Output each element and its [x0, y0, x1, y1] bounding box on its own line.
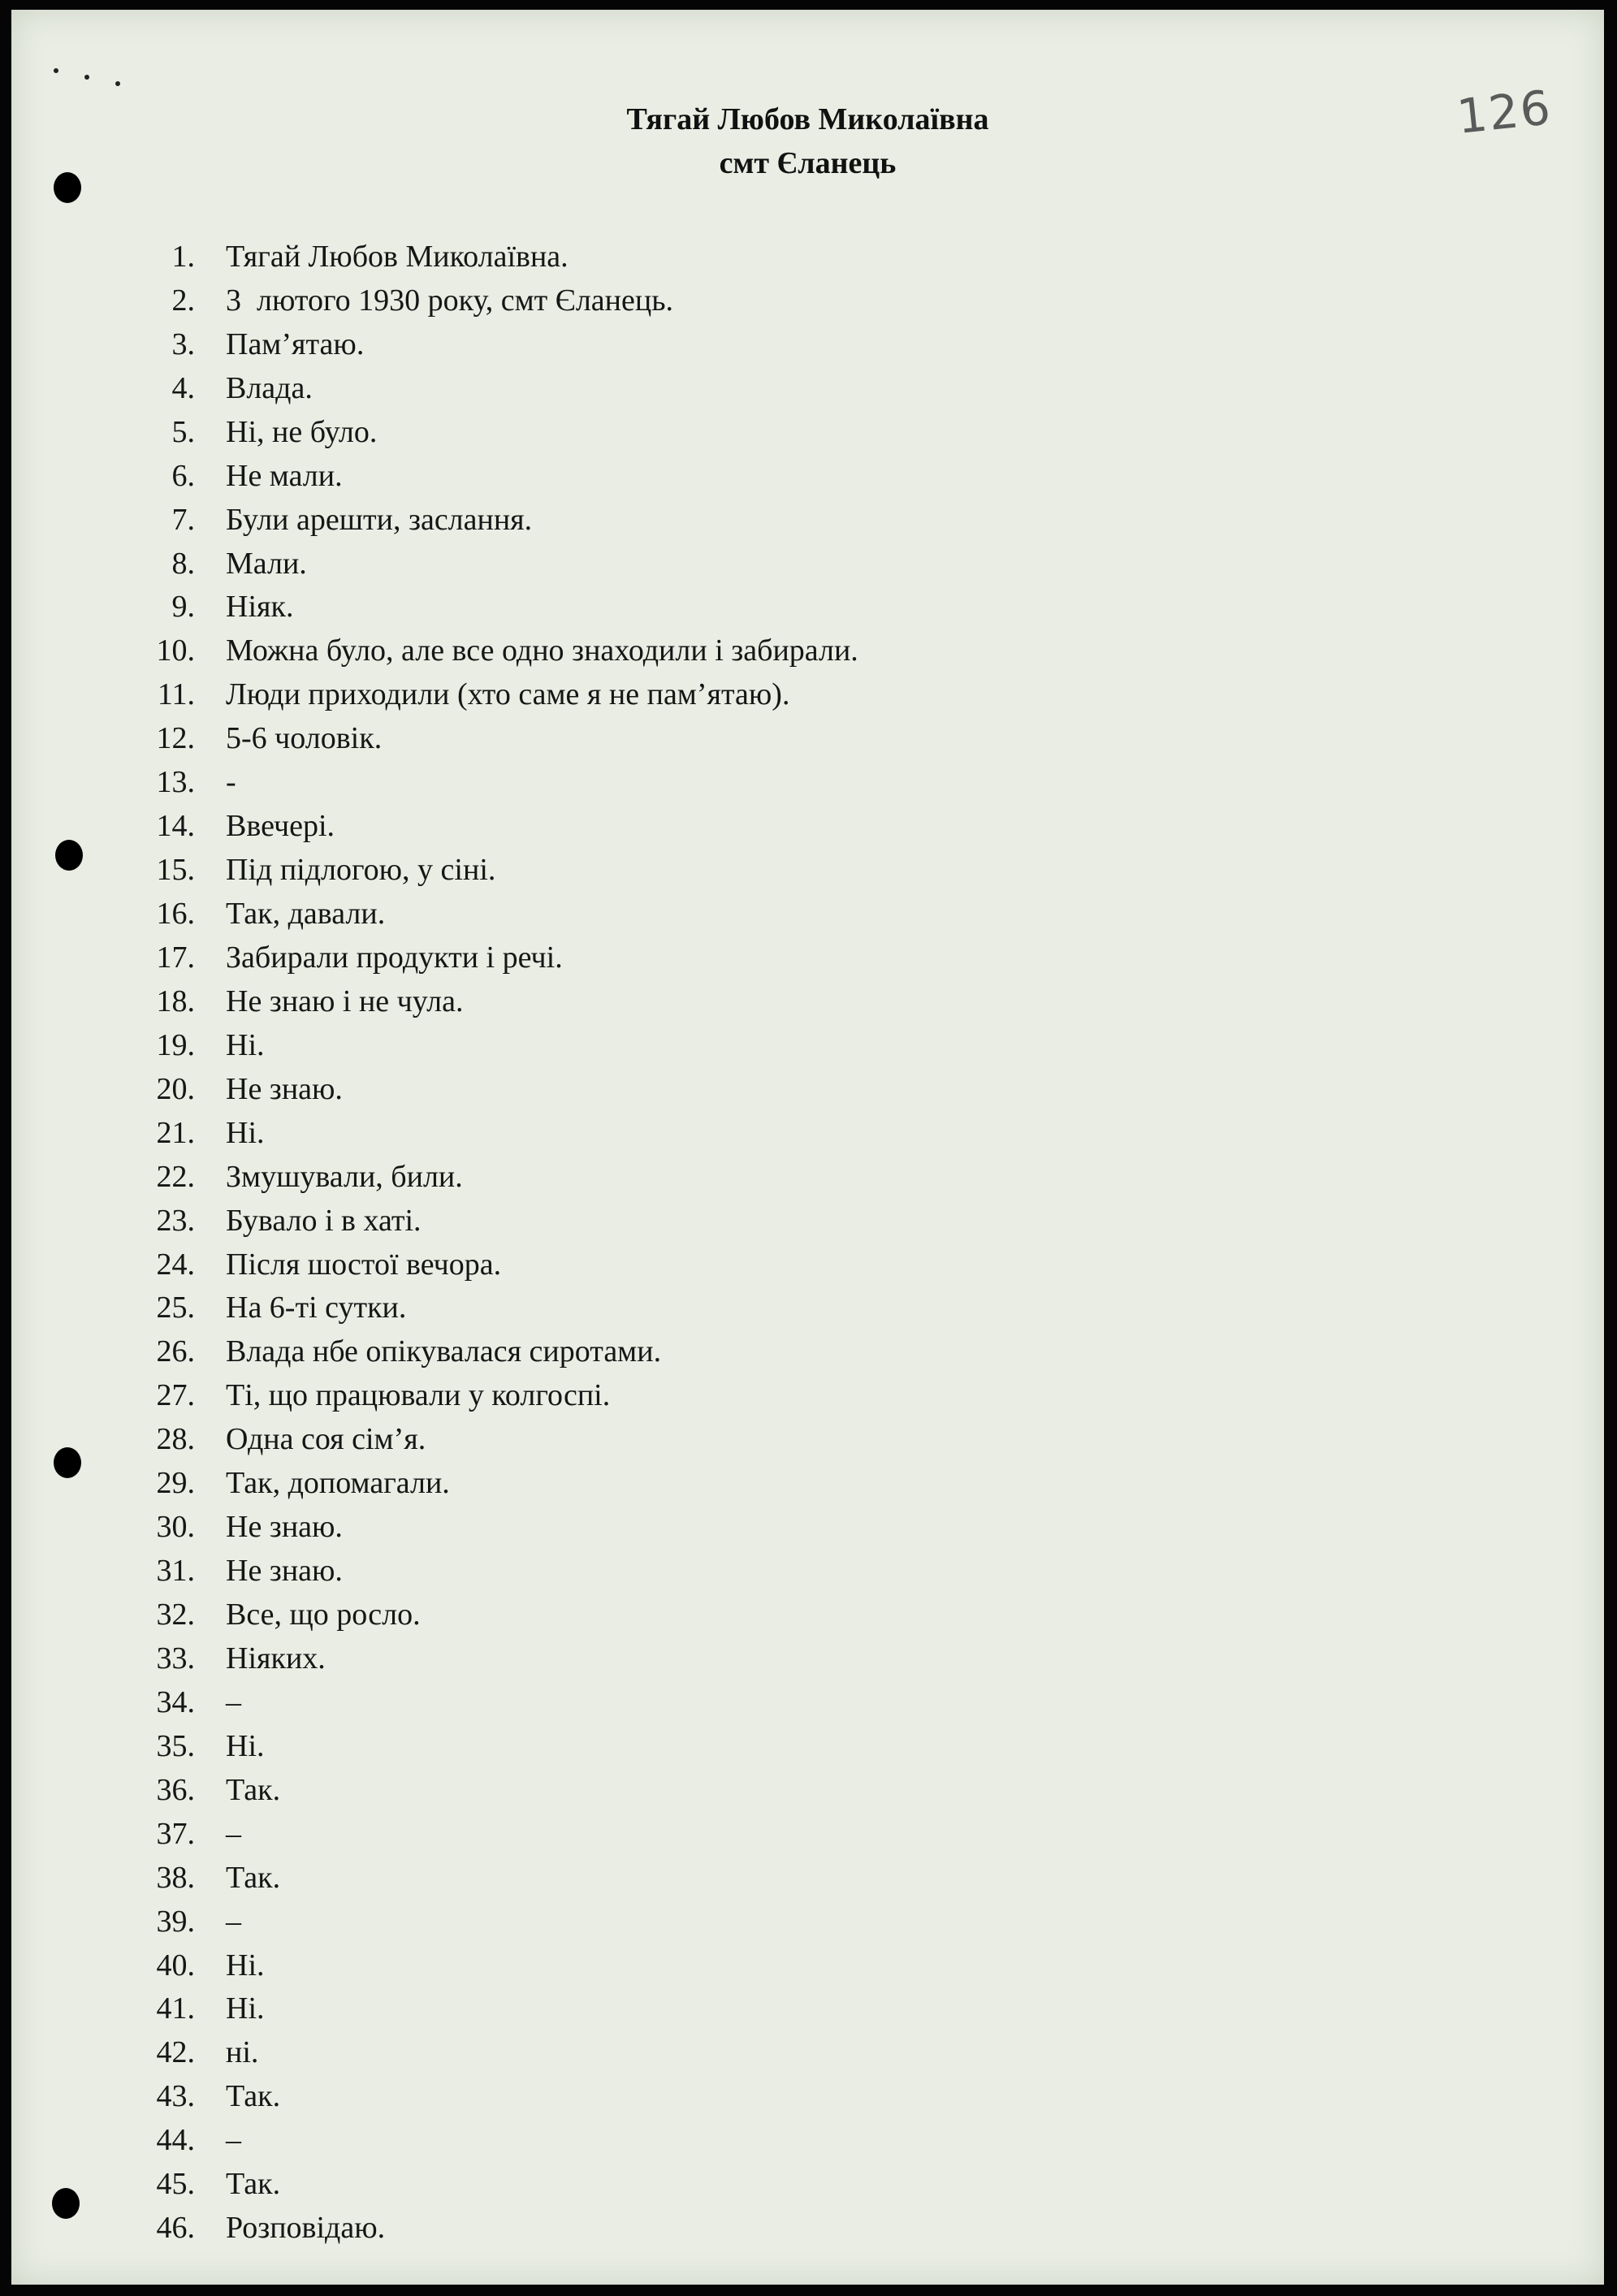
list-item	[133, 1067, 858, 1111]
item-number: 22.	[156, 1159, 195, 1194]
scan-speck	[84, 75, 89, 80]
item-number: 6.	[171, 458, 195, 493]
item-number: 39.	[156, 1904, 195, 1939]
item-number: 9.	[171, 590, 195, 625]
item-number: 33.	[156, 1641, 195, 1676]
item-text: 5-6 чоловік.	[226, 721, 383, 756]
document-title	[11, 97, 1604, 185]
list-item	[133, 1243, 858, 1286]
list-item	[133, 1023, 858, 1067]
item-number: 1.	[171, 239, 195, 274]
list-item	[133, 1199, 858, 1243]
list-item	[133, 279, 858, 322]
list-item	[133, 716, 858, 760]
item-text: Ті, що працювали у колгоспі.	[226, 1378, 611, 1413]
item-text: –	[226, 1684, 241, 1719]
list-item	[133, 892, 858, 936]
list-item	[133, 1944, 858, 1987]
person-name: Тягай Любов Миколаївна	[626, 102, 989, 136]
item-text: Тягай Любов Миколаївна.	[226, 239, 569, 274]
item-text: –	[226, 1816, 241, 1851]
list-item	[133, 1155, 858, 1199]
item-number: 17.	[156, 940, 195, 975]
list-item	[133, 1461, 858, 1505]
item-text: Так, допомагали.	[226, 1466, 450, 1501]
list-item	[133, 2118, 858, 2162]
item-number: 37.	[156, 1816, 195, 1851]
item-number: 14.	[156, 809, 195, 844]
item-number: 25.	[156, 1291, 195, 1325]
punch-hole	[55, 840, 83, 871]
item-number: 18.	[156, 984, 195, 1018]
item-text: Люди приходили (хто саме я не пам’ятаю).	[226, 677, 790, 712]
list-item	[133, 1724, 858, 1768]
list-item	[133, 2030, 858, 2074]
item-number: 40.	[156, 1948, 195, 1983]
item-text: Не мали.	[226, 458, 343, 493]
item-text: Забирали продукти і речі.	[226, 940, 563, 975]
item-number: 43.	[156, 2079, 195, 2114]
item-text: -	[226, 765, 236, 800]
item-text: Влада.	[226, 370, 313, 405]
list-item	[133, 1987, 858, 2031]
item-text: Змушували, били.	[226, 1159, 463, 1194]
item-number: 7.	[171, 502, 195, 537]
item-text: Не знаю.	[226, 1510, 343, 1545]
item-number: 12.	[156, 721, 195, 756]
list-item	[133, 235, 858, 279]
item-number: 11.	[157, 677, 195, 712]
item-number: 10.	[156, 633, 195, 668]
list-item	[133, 1812, 858, 1856]
item-number: 15.	[156, 853, 195, 888]
item-text: Можна було, але все одно знаходили і забирали.	[226, 633, 858, 668]
item-number: 35.	[156, 1728, 195, 1763]
item-text: Розповідаю.	[226, 2211, 386, 2246]
list-item	[133, 1417, 858, 1461]
item-number: 29.	[156, 1466, 195, 1501]
item-number: 3.	[171, 326, 195, 361]
list-item	[133, 410, 858, 454]
scan-speck	[115, 81, 120, 86]
item-text: Ні.	[226, 1115, 265, 1150]
item-text: Одна соя сім’я.	[226, 1422, 426, 1457]
list-item	[133, 2206, 858, 2250]
list-item	[133, 804, 858, 848]
answer-list	[133, 235, 858, 2250]
item-number: 19.	[156, 1027, 195, 1062]
item-number: 8.	[171, 546, 195, 581]
handwritten-page-number: 126	[1454, 80, 1554, 145]
item-text: На 6-ті сутки.	[226, 1291, 407, 1325]
scan-speck	[54, 68, 58, 73]
item-text: Бувало і в хаті.	[226, 1203, 422, 1238]
item-number: 34.	[156, 1684, 195, 1719]
document-page	[11, 10, 1604, 2285]
item-number: 31.	[156, 1554, 195, 1589]
punch-hole	[52, 2188, 80, 2219]
item-text: –	[226, 2123, 241, 2158]
item-number: 5.	[171, 414, 195, 449]
list-item	[133, 322, 858, 366]
item-number: 36.	[156, 1772, 195, 1807]
item-number: 13.	[156, 765, 195, 800]
item-text: 3 лютого 1930 року, смт Єланець.	[226, 283, 674, 318]
list-item	[133, 1373, 858, 1417]
item-text: Після шостої вечора.	[226, 1247, 502, 1282]
item-number: 27.	[156, 1378, 195, 1413]
item-text: Ні, не було.	[226, 414, 378, 449]
item-text: Не знаю.	[226, 1554, 343, 1589]
item-text: Були арешти, заслання.	[226, 502, 533, 537]
list-item	[133, 1593, 858, 1637]
item-number: 20.	[156, 1071, 195, 1106]
item-number: 45.	[156, 2167, 195, 2202]
item-text: Ніяк.	[226, 590, 294, 625]
list-item	[133, 1505, 858, 1549]
item-text: Не знаю.	[226, 1071, 343, 1106]
item-text: Ввечері.	[226, 809, 335, 844]
list-item	[133, 1680, 858, 1724]
item-text: Мали.	[226, 546, 307, 581]
list-item	[133, 366, 858, 410]
list-item	[133, 672, 858, 716]
item-text: Все, що росло.	[226, 1598, 421, 1632]
item-text: Ні.	[226, 1728, 265, 1763]
item-text: Ні.	[226, 1948, 265, 1983]
list-item	[133, 498, 858, 542]
item-number: 30.	[156, 1510, 195, 1545]
item-text: Так.	[226, 1772, 281, 1807]
item-number: 16.	[156, 897, 195, 932]
item-number: 38.	[156, 1860, 195, 1895]
list-item	[133, 2162, 858, 2206]
list-item	[133, 2074, 858, 2118]
item-text: Не знаю і не чула.	[226, 984, 464, 1018]
list-item	[133, 1549, 858, 1593]
list-item	[133, 1637, 858, 1680]
item-number: 46.	[156, 2211, 195, 2246]
item-text: ні.	[226, 2035, 259, 2070]
item-text: Під підлогою, у сіні.	[226, 853, 496, 888]
item-number: 21.	[156, 1115, 195, 1150]
item-text: Так.	[226, 1860, 281, 1895]
item-text: Ні.	[226, 1991, 265, 2026]
item-number: 42.	[156, 2035, 195, 2070]
item-text: Пам’ятаю.	[226, 326, 365, 361]
item-number: 4.	[171, 370, 195, 405]
list-item	[133, 629, 858, 672]
list-item	[133, 1856, 858, 1900]
list-item	[133, 760, 858, 804]
item-text: Так.	[226, 2079, 281, 2114]
list-item	[133, 1330, 858, 1373]
list-item	[133, 1286, 858, 1330]
item-text: Влада нбе опікувалася сиротами.	[226, 1334, 662, 1369]
item-text: Ні.	[226, 1027, 265, 1062]
item-text: Так, давали.	[226, 897, 386, 932]
item-number: 28.	[156, 1422, 195, 1457]
list-item	[133, 542, 858, 586]
item-text: Так.	[226, 2167, 281, 2202]
item-number: 44.	[156, 2123, 195, 2158]
list-item	[133, 586, 858, 629]
list-item	[133, 979, 858, 1023]
item-number: 26.	[156, 1334, 195, 1369]
list-item	[133, 1768, 858, 1812]
list-item	[133, 1111, 858, 1155]
item-number: 23.	[156, 1203, 195, 1238]
item-number: 2.	[171, 283, 195, 318]
list-item	[133, 848, 858, 892]
item-number: 24.	[156, 1247, 195, 1282]
item-text: –	[226, 1904, 241, 1939]
item-text: Ніяких.	[226, 1641, 326, 1676]
list-item	[133, 454, 858, 498]
item-number: 32.	[156, 1598, 195, 1632]
list-item	[133, 936, 858, 979]
item-number: 41.	[156, 1991, 195, 2026]
place-name: смт Єланець	[719, 146, 897, 180]
list-item	[133, 1900, 858, 1944]
punch-hole	[54, 1447, 81, 1478]
